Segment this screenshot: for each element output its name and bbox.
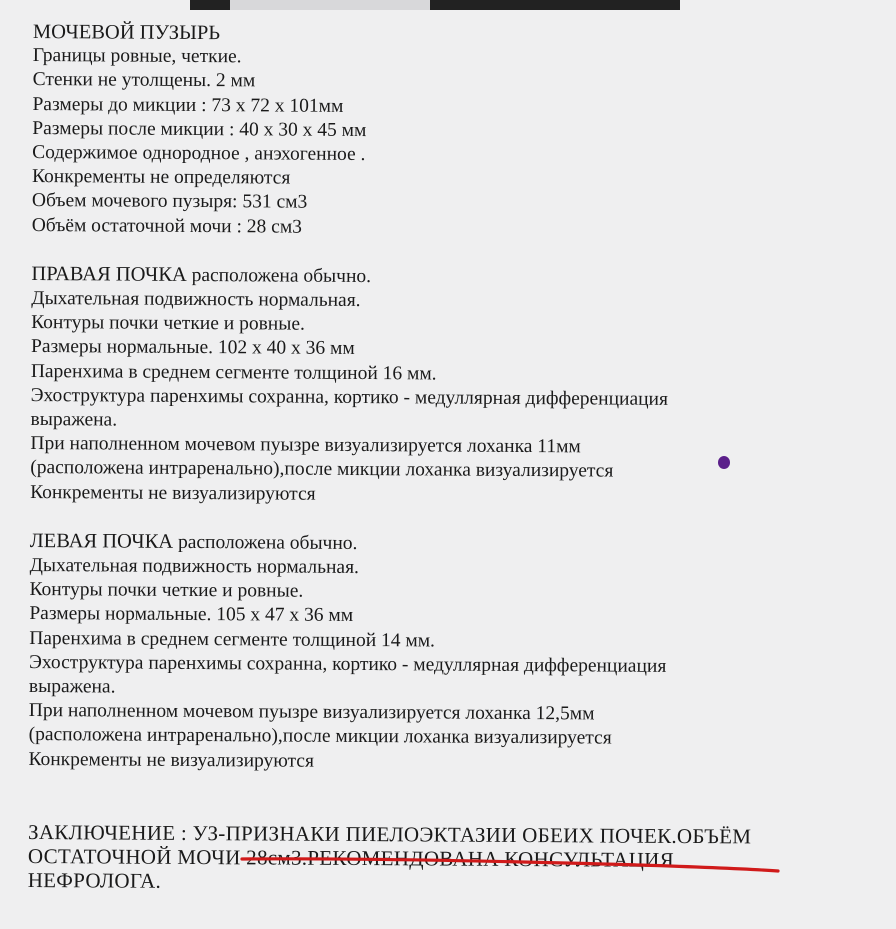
top-scan-strip	[190, 0, 680, 10]
red-underline-stroke	[242, 859, 778, 871]
conclusion-line: ЗАКЛЮЧЕНИЕ : УЗ-ПРИЗНАКИ ПИЕЛОЭКТАЗИИ ОБЕИХ ПОЧЕК.ОБЪЁМ	[27, 819, 752, 849]
right-kidney-line: выражена.	[30, 409, 118, 431]
right-kidney-title: ПРАВАЯ ПОЧКА	[31, 262, 187, 286]
right-kidney-line: Паренхима в среднем сегменте толщиной 16 мм.	[30, 360, 437, 385]
bladder-title: МОЧЕВОЙ ПУЗЫРЬ	[32, 20, 221, 45]
scan-strip-light	[230, 0, 430, 10]
left-kidney-line: Паренхима в среднем сегменте толщиной 14 мм.	[29, 627, 436, 652]
conclusion-line: НЕФРОЛОГА.	[27, 867, 162, 893]
conclusion-line: ОСТАТОЧНОЙ МОЧИ 28см3.РЕКОМЕНДОВАНА КОНСУЛЬТАЦИЯ	[27, 843, 675, 872]
left-kidney-line: Конкременты не визуализируются	[28, 748, 315, 772]
right-kidney-line: Дыхательная подвижность нормальная.	[31, 288, 361, 312]
bladder-line: Конкременты не определяются	[31, 166, 291, 189]
left-kidney-line: Размеры нормальные. 105 х 47 х 36 мм	[29, 603, 354, 627]
right-kidney-line: Контуры почки четкие и ровные.	[31, 312, 305, 335]
right-kidney-title-rest: расположена обычно.	[186, 264, 372, 287]
bladder-line: Объем мочевого пузыря: 531 см3	[31, 190, 308, 214]
right-kidney-line: Эхоструктура паренхимы сохранна, кортико - медуллярная дифференциация	[30, 384, 669, 410]
scan-strip-dark	[500, 0, 610, 10]
ultrasound-report	[28, 20, 883, 897]
right-kidney-line: При наполненном мочевом пуызре визуализируется лоханка 11мм	[30, 433, 581, 458]
left-kidney-title: ЛЕВАЯ ПОЧКА	[29, 529, 174, 553]
bladder-line: Размеры до микции : 73 х 72 х 101мм	[32, 93, 344, 117]
right-kidney-line: (расположена интраренально),после микции лоханка визуализируется	[30, 457, 614, 483]
bladder-line: Объём остаточной мочи : 28 см3	[31, 214, 303, 238]
left-kidney-line: При наполненном мочевом пуызре визуализируется лоханка 12,5мм	[28, 700, 595, 725]
spacer	[28, 772, 878, 825]
left-kidney-line: (расположена интраренально),после микции лоханка визуализируется	[28, 724, 612, 750]
left-kidney-line: выражена.	[28, 676, 116, 698]
left-kidney-line: Дыхательная подвижность нормальная.	[29, 555, 360, 579]
red-underline-mark	[240, 856, 780, 878]
right-kidney-line: Конкременты не визуализируются	[30, 481, 316, 505]
left-kidney-line: Контуры почки четкие и ровные.	[29, 579, 304, 602]
bladder-line: Размеры после микции : 40 х 30 х 45 мм	[32, 117, 367, 141]
left-kidney-line: Эхоструктура паренхимы сохранна, кортико - медуллярная дифференциация	[29, 651, 667, 677]
purple-dot-mark	[718, 456, 730, 469]
bladder-line: Содержимое однородное , анэхогенное .	[32, 142, 366, 166]
bladder-line: Стенки не утолщены. 2 мм	[32, 69, 256, 92]
left-kidney-title-rest: расположена обычно.	[173, 531, 358, 554]
bladder-line: Границы ровные, четкие.	[32, 45, 242, 68]
right-kidney-line: Размеры нормальные. 102 х 40 х 36 мм	[30, 336, 355, 360]
